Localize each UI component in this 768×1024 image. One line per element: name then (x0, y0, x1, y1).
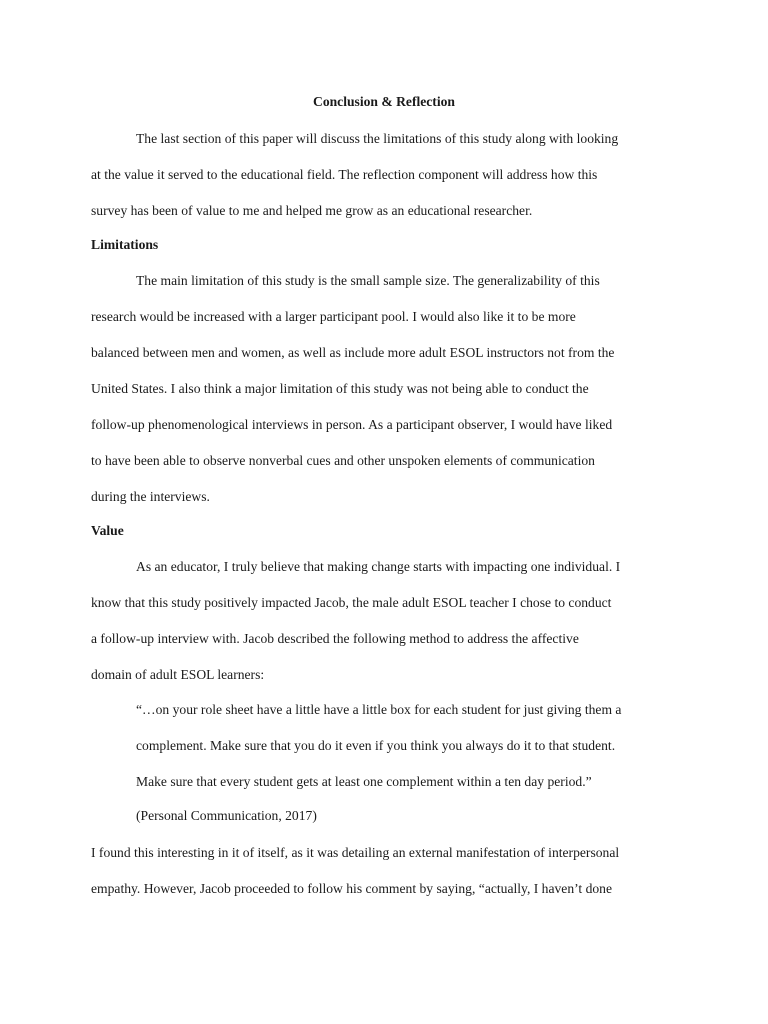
value-paragraph (91, 549, 679, 693)
intro-line: at the value it served to the educational field. The reflection component will address how this (91, 167, 598, 182)
quote-line: “…on your role sheet have a little have a little box for each student for just giving them a (136, 702, 622, 717)
limitations-line: United States. I also think a major limitation of this study was not being able to conduct the (91, 381, 589, 396)
value-line: know that this study positively impacted Jacob, the male adult ESOL teacher I chose to conduct (91, 595, 612, 610)
intro-line: survey has been of value to me and helped me grow as an educational researcher. (91, 203, 533, 218)
value-line: a follow-up interview with. Jacob described the following method to address the affective (91, 631, 579, 646)
value-heading: Value (91, 523, 124, 538)
closing-paragraph (91, 835, 679, 907)
limitations-line: balanced between men and women, as well as include more adult ESOL instructors not from the (91, 345, 615, 360)
block-quote (136, 692, 680, 800)
limitations-heading: Limitations (91, 237, 159, 252)
limitations-line: follow-up phenomenological interviews in person. As a participant observer, I would have liked (91, 417, 613, 432)
limitations-line: The main limitation of this study is the small sample size. The generalizability of this (136, 273, 600, 288)
section-title: Conclusion & Reflection (313, 94, 455, 109)
closing-line: empathy. However, Jacob proceeded to follow his comment by saying, “actually, I haven’t done (91, 881, 613, 896)
limitations-line: research would be increased with a larger participant pool. I would also like it to be more (91, 309, 576, 324)
quote-citation: (Personal Communication, 2017) (136, 808, 317, 823)
limitations-line: to have been able to observe nonverbal cues and other unspoken elements of communication (91, 453, 595, 468)
limitations-line: during the interviews. (91, 489, 210, 504)
value-line: domain of adult ESOL learners: (91, 667, 265, 682)
intro-line: The last section of this paper will discuss the limitations of this study along with looking (136, 131, 619, 146)
quote-line: complement. Make sure that you do it even if you think you always do it to that student. (136, 738, 616, 753)
intro-paragraph (91, 121, 679, 229)
limitations-paragraph (91, 263, 679, 515)
quote-line: Make sure that every student gets at least one complement within a ten day period.” (136, 774, 592, 789)
value-line: As an educator, I truly believe that making change starts with impacting one individual. I (136, 559, 621, 574)
closing-line: I found this interesting in it of itself, as it was detailing an external manifestation of interpersonal (91, 845, 620, 860)
